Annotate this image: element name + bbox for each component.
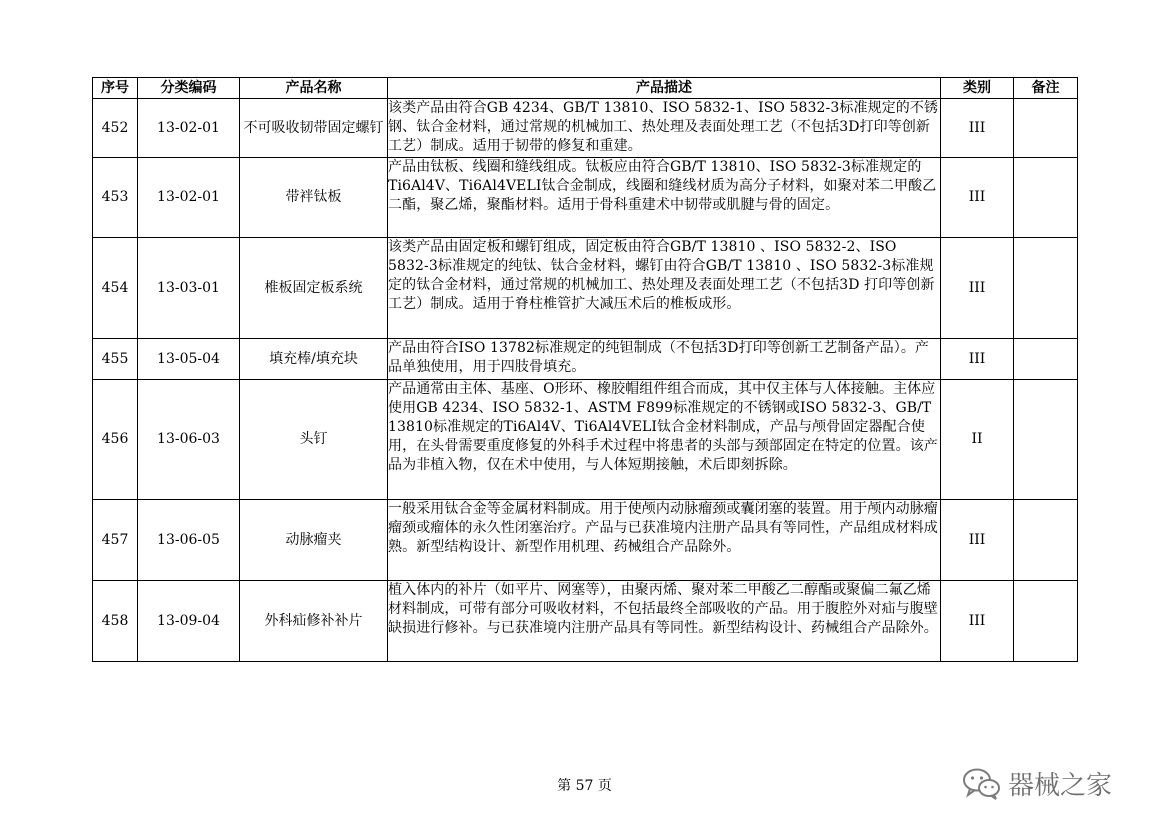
row-no: 453 bbox=[93, 158, 138, 238]
row-class: III bbox=[941, 500, 1014, 581]
row-no: 456 bbox=[93, 380, 138, 500]
row-desc: 产品通常由主体、基座、O形环、橡胶帽组件组合而成，其中仅主体与人体接触。主体应使用GB 4234、ISO 5832-1、ASTM F899标准规定的不锈钢或ISO 5832-3、GB/T 13810标准规定的Ti6Al4V、Ti6Al4VELI钛合金材料制成，产品与颅骨固定器配合使用，在头骨需要重度修复的外科手术过程中将患者的头部与颈部固定在特定的位置。该产品为非植入物，仅在术中使用，与人体短期接触，术后即刻拆除。 bbox=[388, 380, 941, 500]
row-code: 13-06-03 bbox=[138, 380, 240, 500]
page-number: 第 57 页 bbox=[557, 778, 612, 794]
row-class: III bbox=[941, 339, 1014, 380]
row-code: 13-05-04 bbox=[138, 339, 240, 380]
row-code: 13-02-01 bbox=[138, 99, 240, 158]
row-note bbox=[1014, 581, 1078, 662]
row-no: 454 bbox=[93, 238, 138, 339]
row-desc: 该类产品由符合GB 4234、GB/T 13810、ISO 5832-1、ISO 5832-3标准规定的不锈钢、钛合金材料，通过常规的机械加工、热处理及表面处理工艺（不包括3D打印等创新工艺）制成。适用于韧带的修复和重建。 bbox=[388, 99, 941, 158]
row-note bbox=[1014, 500, 1078, 581]
header-name: 产品名称 bbox=[240, 78, 388, 99]
header-code: 分类编码 bbox=[138, 78, 240, 99]
row-class: III bbox=[941, 158, 1014, 238]
row-name: 动脉瘤夹 bbox=[240, 500, 388, 581]
row-code: 13-06-05 bbox=[138, 500, 240, 581]
row-name: 外科疝修补补片 bbox=[240, 581, 388, 662]
row-desc: 产品由钛板、线圈和缝线组成。钛板应由符合GB/T 13810、ISO 5832-3标准规定的Ti6Al4V、Ti6Al4VELI钛合金制成，线圈和缝线材质为高分子材料，如聚对苯二甲酸乙二酯，聚乙烯，聚酯材料。适用于骨科重建术中韧带或肌腱与骨的固定。 bbox=[388, 158, 941, 238]
row-desc: 植入体内的补片（如平片、网塞等），由聚丙烯、聚对苯二甲酸乙二醇酯或聚偏二氟乙烯材料制成，可带有部分可吸收材料，不包括最终全部吸收的产品。用于腹腔外对疝与腹壁缺损进行修补。与已获准境内注册产品具有等同性。新型结构设计、药械组合产品除外。 bbox=[388, 581, 941, 662]
row-name: 椎板固定板系统 bbox=[240, 238, 388, 339]
row-note bbox=[1014, 380, 1078, 500]
row-no: 458 bbox=[93, 581, 138, 662]
table-row bbox=[93, 99, 1078, 158]
header-no: 序号 bbox=[93, 78, 138, 99]
table-row bbox=[93, 158, 1078, 238]
row-class: III bbox=[941, 581, 1014, 662]
header-note: 备注 bbox=[1014, 78, 1078, 99]
table-row bbox=[93, 581, 1078, 662]
row-class: II bbox=[941, 380, 1014, 500]
row-name: 不可吸收韧带固定螺钉 bbox=[240, 99, 388, 158]
row-class: III bbox=[941, 99, 1014, 158]
row-class: III bbox=[941, 238, 1014, 339]
table-row bbox=[93, 238, 1078, 339]
row-code: 13-09-04 bbox=[138, 581, 240, 662]
row-name: 填充棒/填充块 bbox=[240, 339, 388, 380]
wechat-icon bbox=[962, 767, 1002, 801]
row-note bbox=[1014, 339, 1078, 380]
table-row bbox=[93, 339, 1078, 380]
row-note bbox=[1014, 99, 1078, 158]
row-no: 457 bbox=[93, 500, 138, 581]
row-code: 13-02-01 bbox=[138, 158, 240, 238]
row-note bbox=[1014, 158, 1078, 238]
header-class: 类别 bbox=[941, 78, 1014, 99]
watermark bbox=[962, 765, 1112, 802]
header-desc: 产品描述 bbox=[388, 78, 941, 99]
row-name: 头钉 bbox=[240, 380, 388, 500]
row-code: 13-03-01 bbox=[138, 238, 240, 339]
row-desc: 该类产品由固定板和螺钉组成，固定板由符合GB/T 13810 、ISO 5832-2、ISO 5832-3标准规定的纯钛、钛合金材料，螺钉由符合GB/T 13810 、ISO 5832-3标准规定的钛合金材料，通过常规的机械加工、热处理及表面处理工艺（不包括3D 打印等创新工艺）制成。适用于脊柱椎管扩大减压术后的椎板成形。 bbox=[388, 238, 941, 339]
table-row bbox=[93, 380, 1078, 500]
row-no: 455 bbox=[93, 339, 138, 380]
row-name: 带袢钛板 bbox=[240, 158, 388, 238]
row-desc: 产品由符合ISO 13782标准规定的纯钽制成（不包括3D打印等创新工艺制备产品）。产品单独使用，用于四肢骨填充。 bbox=[388, 339, 941, 380]
watermark-text: 器械之家 bbox=[1008, 771, 1113, 801]
row-no: 452 bbox=[93, 99, 138, 158]
table-header-row bbox=[93, 78, 1078, 99]
row-note bbox=[1014, 238, 1078, 339]
row-desc: 一般采用钛合金等金属材料制成。用于使颅内动脉瘤颈或囊闭塞的装置。用于颅内动脉瘤瘤颈或瘤体的永久性闭塞治疗。产品与已获准境内注册产品具有等同性，产品组成材料成熟。新型结构设计、新型作用机理、药械组合产品除外。 bbox=[388, 500, 941, 581]
table-row bbox=[93, 500, 1078, 581]
catalog-table bbox=[92, 77, 1078, 662]
